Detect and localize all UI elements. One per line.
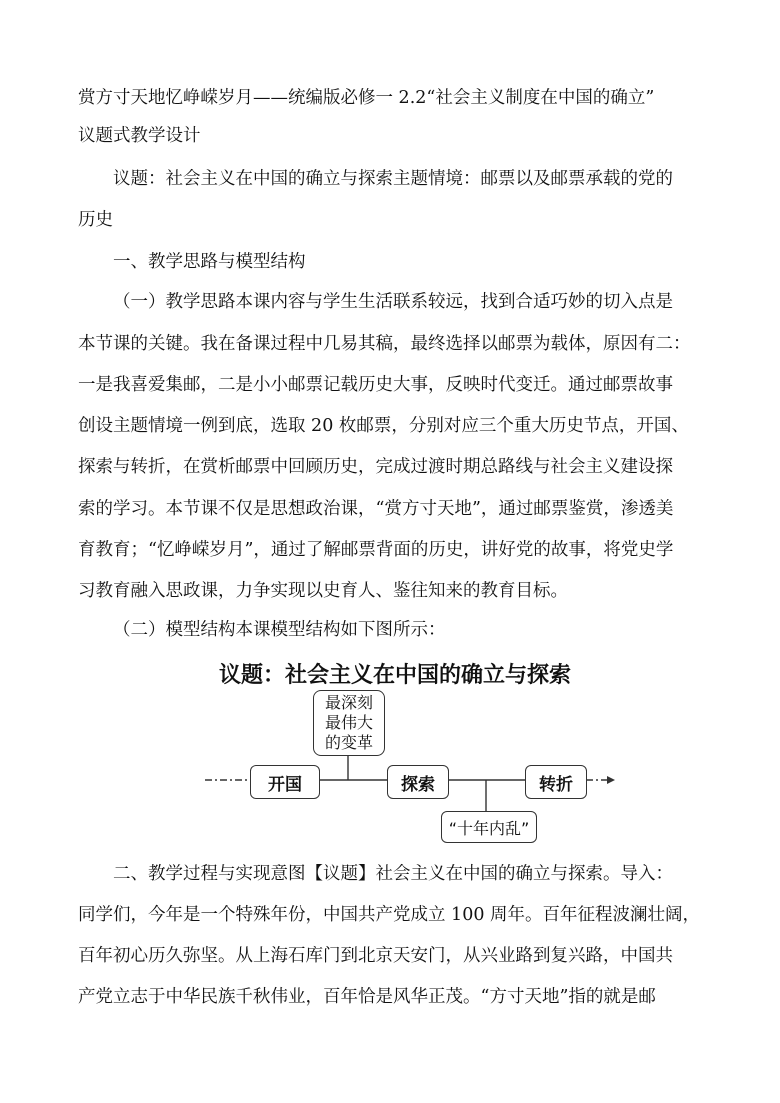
diagram-connectors <box>175 648 615 858</box>
node-turning-point <box>525 765 587 799</box>
ten-year-turmoil-label: “十年内乱” <box>448 818 530 838</box>
issue-para-line-2: 历史 <box>78 210 113 230</box>
node-turning-point-label: 转折 <box>539 774 573 795</box>
process-para-line-2: 同学们，今年是一个特殊年份，中国共产党成立 100 周年。百年征程波澜壮阔， <box>78 905 701 925</box>
model-structure-diagram <box>175 648 615 858</box>
section-heading-1: 一、教学思路与模型结构 <box>113 252 306 272</box>
ten-year-turmoil-box <box>441 811 537 843</box>
issue-para-line-1: 议题：社会主义在中国的确立与探索主题情境：邮票以及邮票承载的党的 <box>113 169 673 189</box>
thinking-para-line-5: 探索与转折，在赏析邮票中回顾历史，完成过渡时期总路线与社会主义建设探 <box>78 457 673 477</box>
model-structure-para: （二）模型结构本课模型结构如下图所示： <box>113 620 446 640</box>
thinking-para-line-4: 创设主题情境一例到底，选取 20 枚邮票，分别对应三个重大历史节点，开国、 <box>78 416 689 436</box>
deepest-change-line-3: 的变革 <box>324 733 373 752</box>
node-exploration-label: 探索 <box>401 774 435 795</box>
deepest-change-line-1: 最深刻 <box>324 693 373 712</box>
diagram-title: 议题：社会主义在中国的确立与探索 <box>218 663 571 688</box>
thinking-para-line-7: 育教育；“忆峥嵘岁月”，通过了解邮票背面的历史，讲好党的故事，将党史学 <box>78 540 674 560</box>
doc-title-line-2: 议题式教学设计 <box>78 126 201 146</box>
process-para-line-1: 二、教学过程与实现意图【议题】社会主义在中国的确立与探索。导入： <box>113 864 673 884</box>
thinking-para-line-2: 本节课的关键。我在备课过程中几易其稿，最终选择以邮票为载体，原因有二： <box>78 334 691 354</box>
deepest-change-box <box>313 690 385 756</box>
timeline-arrowhead <box>607 776 615 784</box>
thinking-para-line-1: （一）教学思路本课内容与学生生活联系较远，找到合适巧妙的切入点是 <box>113 292 673 312</box>
process-para-line-3: 百年初心历久弥坚。从上海石库门到北京天安门，从兴业路到复兴路，中国共 <box>78 946 673 966</box>
doc-title-line-1: 赏方寸天地忆峥嵘岁月——统编版必修一 2.2“社会主义制度在中国的确立” <box>78 88 655 108</box>
node-founding-label: 开国 <box>268 774 302 795</box>
node-exploration <box>387 765 449 799</box>
process-para-line-4: 产党立志于中华民族千秋伟业，百年恰是风华正茂。“方寸天地”指的就是邮 <box>78 987 656 1007</box>
thinking-para-line-3: 一是我喜爱集邮，二是小小邮票记载历史大事，反映时代变迁。通过邮票故事 <box>78 375 673 395</box>
thinking-para-line-8: 习教育融入思政课，力争实现以史育人、鉴往知来的教育目标。 <box>78 581 568 601</box>
deepest-change-line-2: 最伟大 <box>324 713 373 732</box>
thinking-para-line-6: 索的学习。本节课不仅是思想政治课，“赏方寸天地”，通过邮票鉴赏，渗透美 <box>78 499 674 519</box>
node-founding <box>250 765 320 799</box>
